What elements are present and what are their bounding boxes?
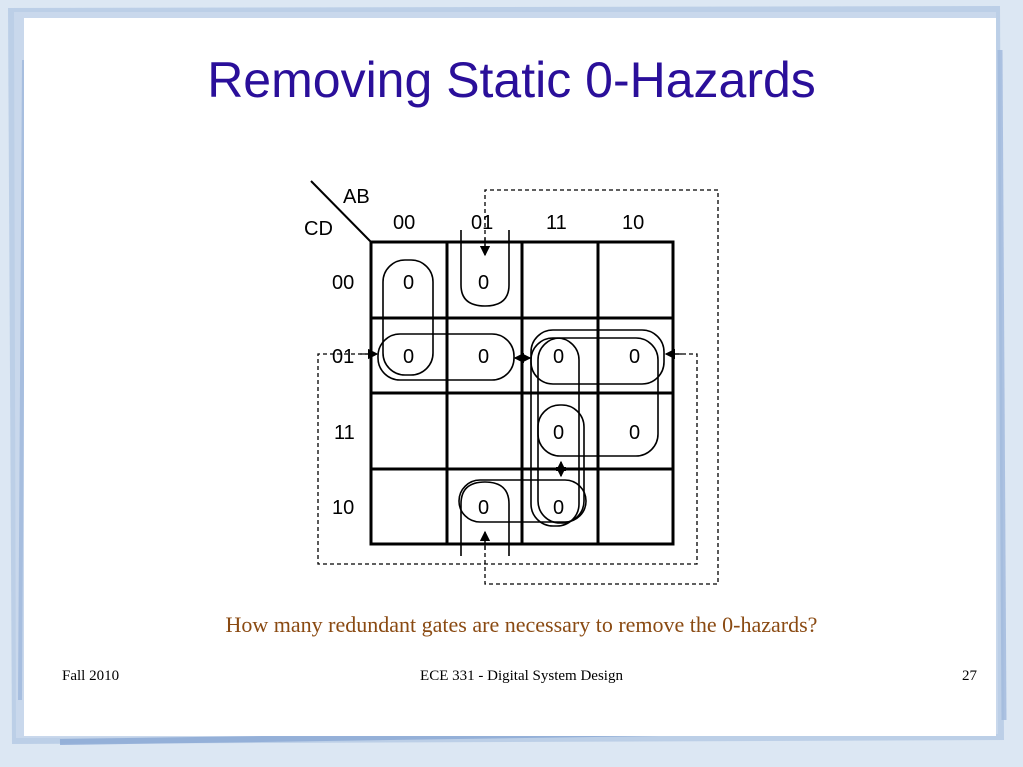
kmap-cell: 0 [553,497,565,519]
kmap-row-label: 01 [332,346,355,368]
kmap-cell: 0 [478,272,490,294]
kmap-cell: 0 [403,272,415,294]
kmap-column-label: 01 [471,212,494,234]
kmap-cell: 0 [553,422,565,444]
dashed-wraparound-path [485,190,718,584]
footer-page-number: 27 [962,668,977,684]
kmap-cell: 0 [629,346,641,368]
kmap-cell: 0 [629,422,641,444]
kmap-row-label: 11 [334,422,355,444]
kmap-cell: 0 [478,346,490,368]
question-text: How many redundant gates are necessary to remove the 0-hazards? [225,612,818,637]
footer-course: ECE 331 - Digital System Design [420,668,623,684]
kmap-row-label: 00 [332,272,355,294]
kmap-grid [371,242,673,544]
kmap-column-label: 00 [393,212,416,234]
slide-title: Removing Static 0-Hazards [207,52,816,108]
dashed-wraparound-path [318,354,697,564]
kmap-column-label: 10 [622,212,645,234]
kmap-column-variables: AB [343,186,370,208]
kmap-cell: 0 [478,497,490,519]
kmap-row-label: 10 [332,497,355,519]
kmap-cell: 0 [403,346,415,368]
footer-date: Fall 2010 [62,668,120,684]
kmap-column-label: 11 [546,212,567,234]
kmap-cell: 0 [553,346,565,368]
kmap-row-variables: CD [304,218,333,240]
